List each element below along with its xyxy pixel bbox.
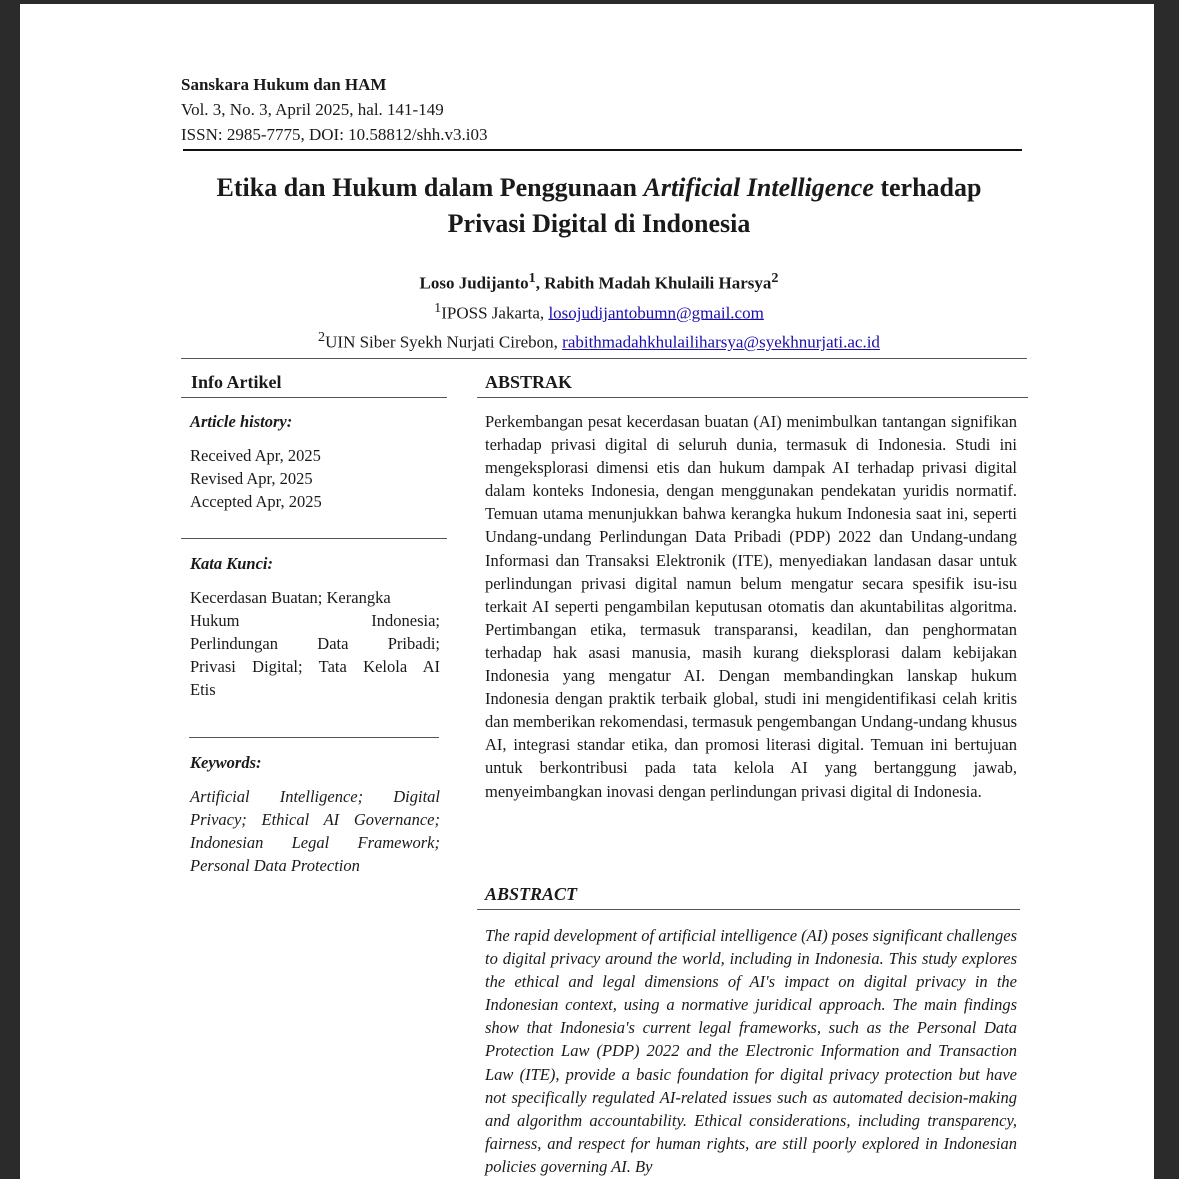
affiliation-1: $^1$IPOSS Jakarta, losojudijantobumn@gmail.com	[434, 299, 764, 323]
keywords-text: Artificial Intelligence; Digital Privacy; Ethical AI Governance; Indonesian Legal Framework; Personal Data Protection	[190, 787, 440, 875]
abstract-body: The rapid development of artificial intelligence (AI) poses significant challenges to digital privacy around the world, including in Indonesia. This study explores the ethical and legal dimensions of AI's impact on digital privacy in the Indonesian context, using a normative juridical approach. The main findings show that Indonesia's current legal frameworks, such as the Personal Data Protection Law (PDP) 2022 and the Electronic Information and Transaction Law (ITE), provide a basic foundation for digital privacy protection but have not specifically regulated AI-related issues such as automated decision-making and algorithm accountability. Ethical considerations, including transparency, fairness, and respect for human rights, are still poorly explored in Indonesian policies governing AI. By	[485, 926, 1018, 1176]
abstract-heading: ABSTRACT	[485, 884, 578, 904]
kata-kunci-block	[190, 552, 440, 701]
title-italic-term: Artificial Intelligence	[643, 173, 874, 202]
keywords-block	[190, 751, 440, 877]
section-rule	[181, 358, 1027, 359]
accepted-date: Accepted Apr, 2025	[190, 492, 322, 511]
affiliation-2: $^2$UIN Siber Syekh Nurjati Cirebon, rabithmadahkhulailiharsya@syekhnurjati.ac.id	[318, 329, 880, 352]
article-history	[190, 410, 440, 513]
kata-kunci-rule	[189, 737, 439, 738]
abstrak-rule	[477, 397, 1028, 398]
author-names: Loso Judijanto$^1$, Rabith Madah Khulaili Harsya$^2$	[419, 270, 779, 293]
kata-kunci-text: Kecerdasan Buatan; Kerangka Hukum Indonesia; Perlindungan Data Pribadi; Privasi Digital; Tata Kelola AI Etis	[190, 588, 440, 699]
abstrak-body: Perkembangan pesat kecerdasan buatan (AI) menimbulkan tantangan signifikan terhadap privasi digital di seluruh dunia, termasuk di Indonesia. Studi ini mengeksplorasi dimensi etis dan hukum dampak AI terhadap privasi digital dalam konteks Indonesia, dengan menggunakan pendekatan yuridis normatif. Temuan utama menunjukkan bahwa kerangka hukum Indonesia saat ini, seperti Undang-undang Perlindungan Data Pribadi (PDP) 2022 dan Undang-undang Informasi dan Transaksi Elektronik (ITE), menyediakan landasan dasar untuk perlindungan privasi digital namun belum mengatur secara spesifik isu-isu terkait AI seperti pengambilan keputusan otomatis dan akuntabilitas algoritma. Pertimbangan etika, termasuk transparansi, keadilan, dan penghormatan terhadap hak asasi manusia, masih kurang dieksplorasi dalam kebijakan Indonesia yang mengatur AI. Dengan membandingkan lanskap hukum Indonesia dengan praktik terbaik global, studi ini mengidentifikasi celah kritis dan memberikan rekomendasi, termasuk pengembangan Undang-undang khusus AI, integrasi standar etika, dan promosi literasi digital. Temuan ini bertujuan untuk berkontribusi pada tata kelola AI yang bertanggung jawab, menyeimbangkan inovasi dengan perlindungan privasi digital di Indonesia.	[485, 412, 1017, 801]
email-link-1[interactable]: losojudijantobumn@gmail.com	[548, 303, 764, 323]
article-history-label: Article history:	[190, 412, 293, 431]
kata-kunci-label: Kata Kunci:	[190, 554, 273, 573]
revised-date: Revised Apr, 2025	[190, 469, 313, 488]
history-rule	[181, 538, 447, 539]
info-heading-rule	[181, 397, 447, 398]
journal-title: Sanskara Hukum dan HAM	[181, 75, 387, 94]
info-artikel-heading: Info Artikel	[191, 372, 282, 392]
article-title: Etika dan Hukum dalam Penggunaan Artificial Intelligence terhadap Privasi Digital di Indonesia	[216, 173, 982, 238]
journal-header	[181, 72, 487, 147]
abstract-rule	[477, 909, 1020, 910]
paper-page	[20, 4, 1154, 1179]
author-block	[170, 266, 1028, 355]
abstrak-heading: ABSTRAK	[485, 372, 573, 392]
received-date: Received Apr, 2025	[190, 446, 321, 465]
keywords-label: Keywords:	[190, 753, 262, 772]
journal-issn: ISSN: 2985-7775, DOI: 10.58812/shh.v3.i03	[181, 125, 488, 144]
header-rule	[183, 149, 1022, 151]
email-link-2[interactable]: rabithmadahkhulailiharsya@syekhnurjati.ac.id	[562, 332, 880, 352]
journal-volume: Vol. 3, No. 3, April 2025, hal. 141-149	[181, 100, 444, 119]
